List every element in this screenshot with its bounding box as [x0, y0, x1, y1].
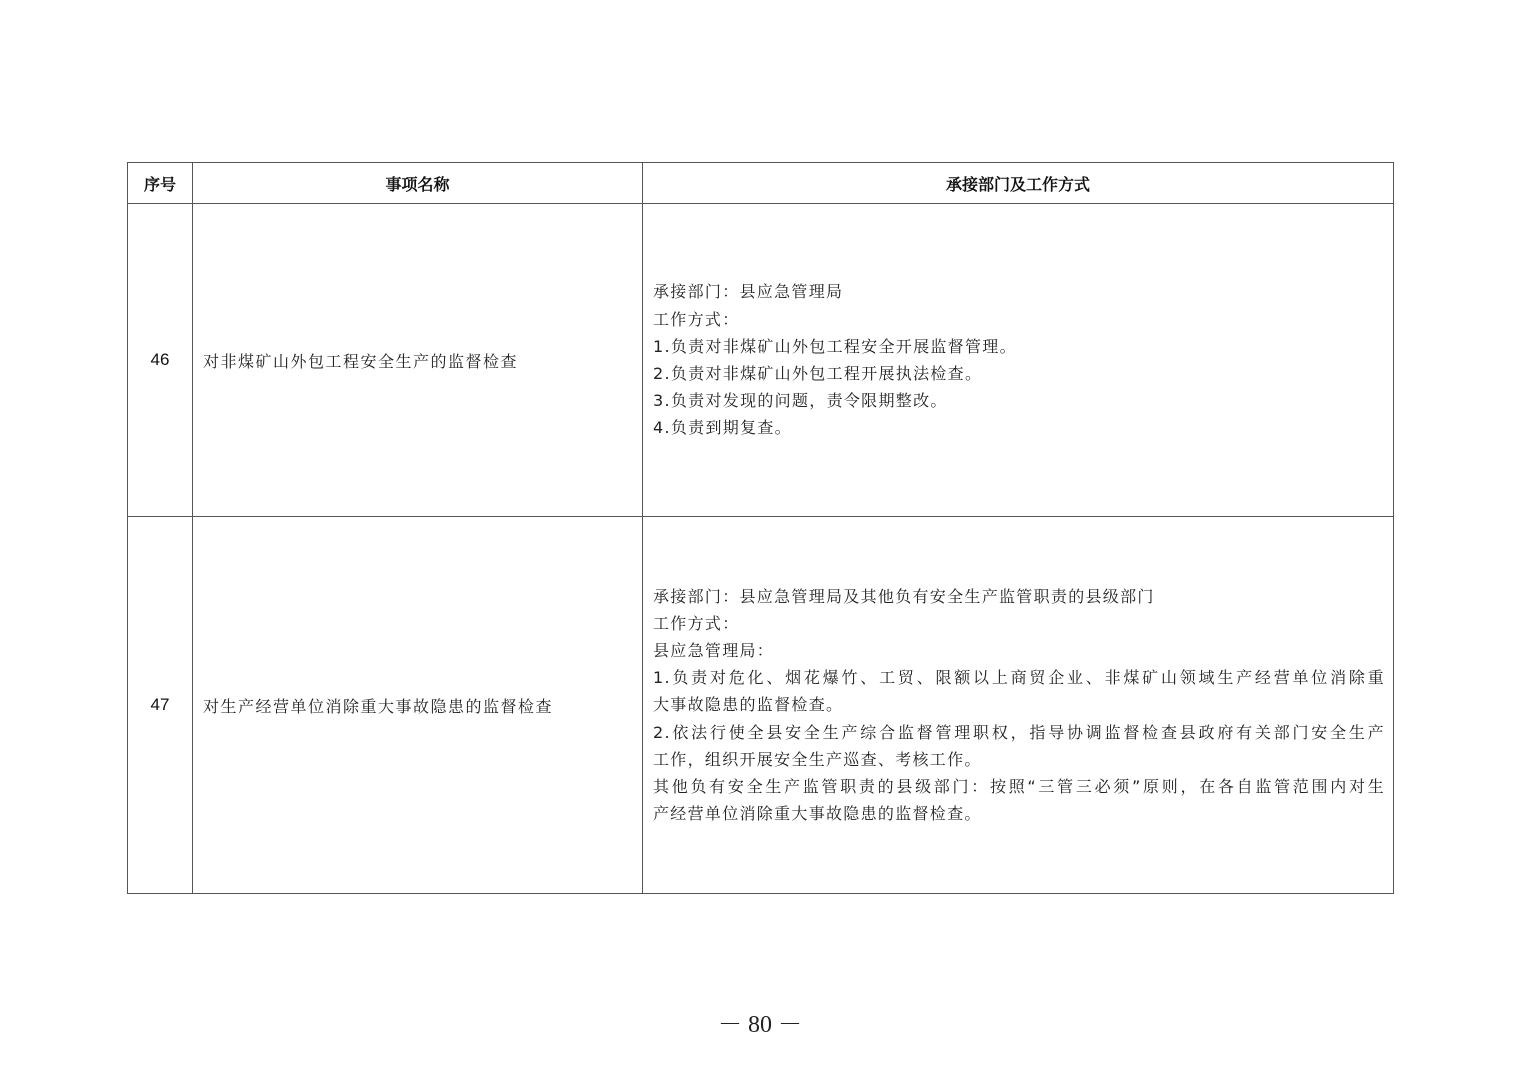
table-header-row [128, 163, 1394, 204]
dept-line: 工作方式： [653, 613, 740, 633]
dept-line: 1.负责对危化、烟花爆竹、工贸、限额以上商贸企业、非煤矿山领域生产经营单位消除重 [653, 668, 1385, 688]
row-item-name: 对非煤矿山外包工程安全生产的监督检查 [193, 204, 643, 517]
row-dept-method [643, 517, 1394, 894]
page-number: － 80 － [718, 1012, 802, 1038]
dept-line: 承接部门：县应急管理局 [653, 282, 844, 302]
dept-line: 2.负责对非煤矿山外包工程开展执法检查。 [653, 364, 983, 383]
dept-line: 2.依法行使全县安全生产综合监督管理职权，指导协调监督检查县政府有关部门安全生产 [653, 722, 1385, 742]
matters-table [127, 162, 1394, 894]
table-row [128, 517, 1394, 894]
table-row [128, 204, 1394, 517]
dept-line: 4.负责到期复查。 [653, 418, 792, 438]
dept-line: 承接部门：县应急管理局及其他负有安全生产监管职责的县级部门 [653, 586, 1155, 606]
dept-line: 产经营单位消除重大事故隐患的监督检查。 [653, 804, 982, 824]
dept-line: 1.负责对非煤矿山外包工程安全开展监督管理。 [653, 336, 1017, 356]
dept-line: 其他负有安全生产监管职责的县级部门：按照“三管三必须”原则，在各自监管范围内对生 [653, 777, 1385, 796]
dept-line: 县应急管理局： [653, 640, 775, 660]
dept-line: 工作，组织开展安全生产巡查、考核工作。 [653, 749, 982, 769]
header-name: 事项名称 [193, 163, 643, 204]
dept-line: 大事故隐患的监督检查。 [653, 695, 844, 715]
row-seq: 47 [128, 517, 193, 894]
dept-method-text [653, 278, 1385, 441]
dept-line: 工作方式： [653, 309, 740, 329]
row-dept-method [643, 204, 1394, 517]
header-dept: 承接部门及工作方式 [643, 163, 1394, 204]
dept-line: 3.负责对发现的问题，责令限期整改。 [653, 391, 948, 411]
row-seq: 46 [128, 204, 193, 517]
row-item-name: 对生产经营单位消除重大事故隐患的监督检查 [193, 517, 643, 894]
dept-method-text [653, 583, 1385, 828]
header-seq: 序号 [128, 163, 193, 204]
